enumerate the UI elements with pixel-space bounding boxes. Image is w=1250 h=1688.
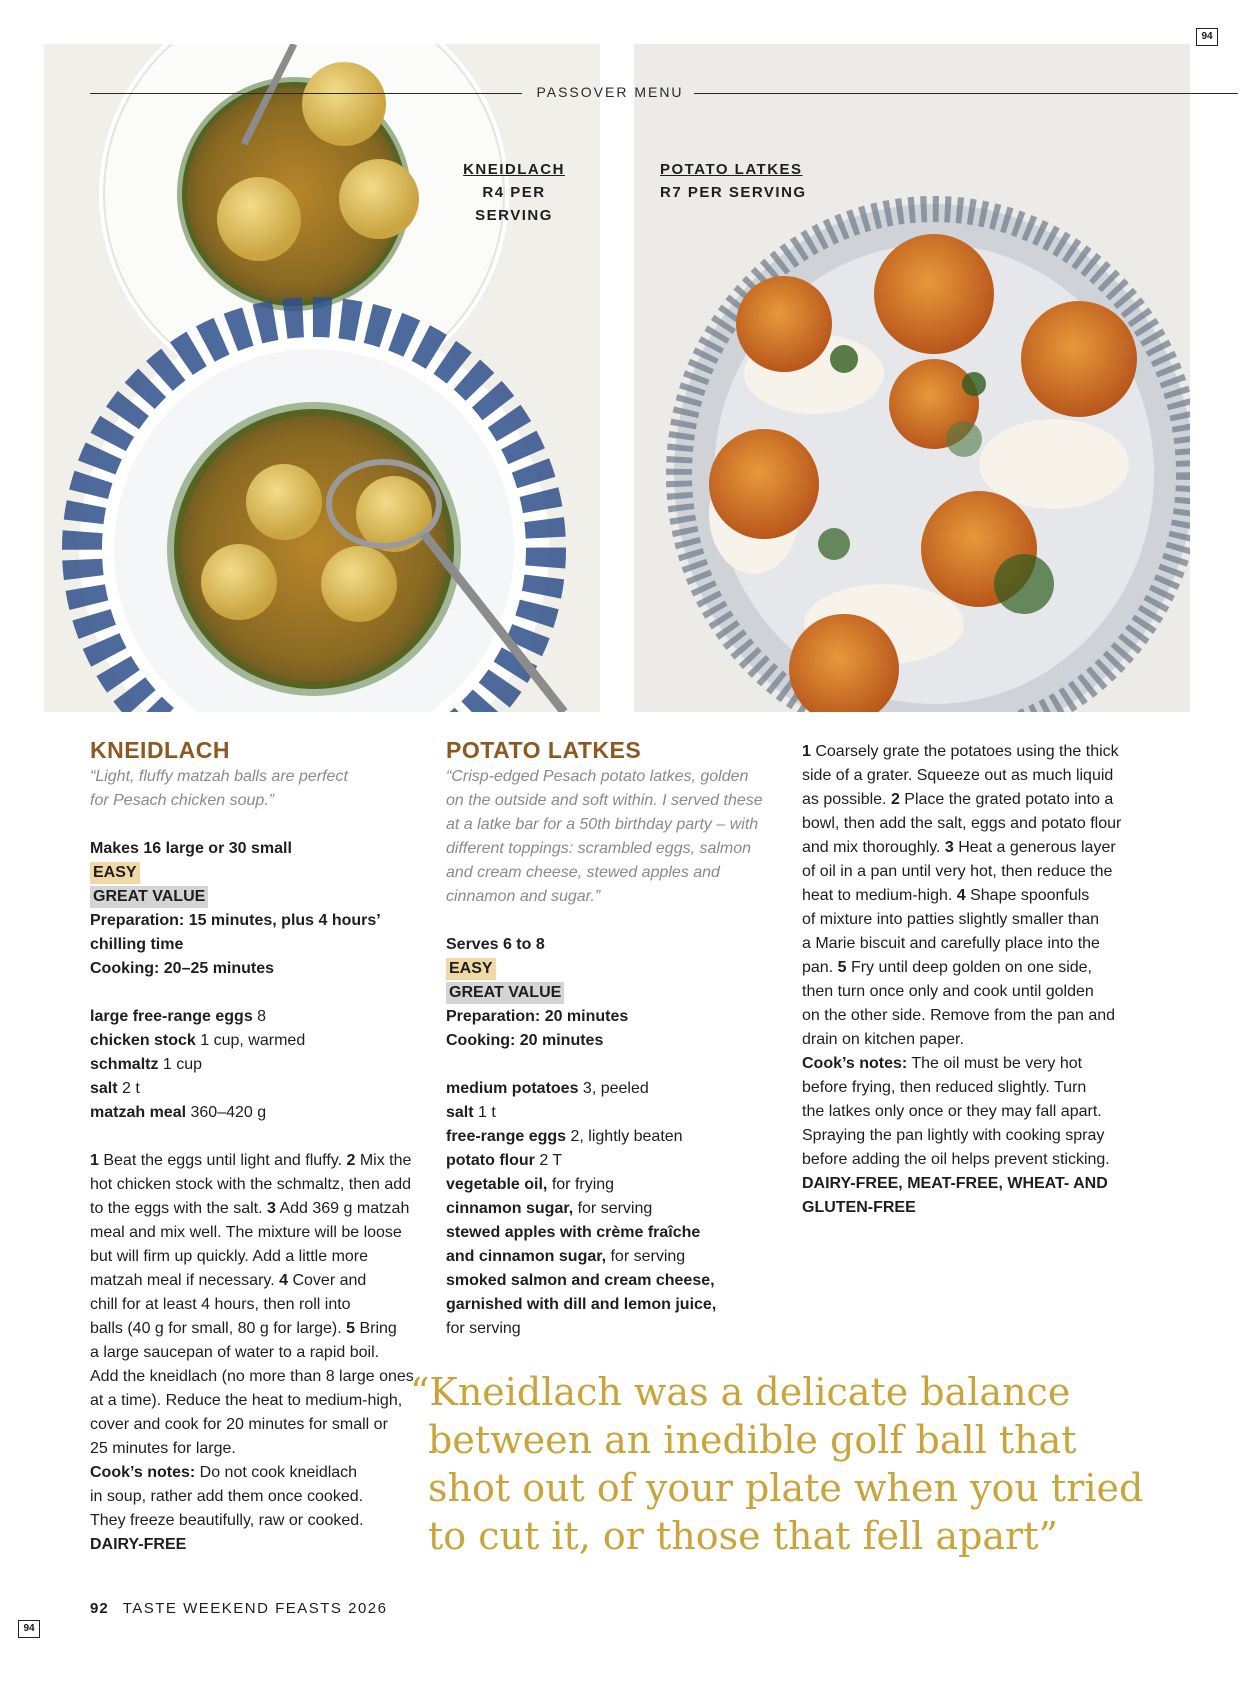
step-number: 3 xyxy=(944,839,954,856)
ingredient-quantity: 8 xyxy=(252,1008,267,1025)
method-text: Cover and xyxy=(288,1272,367,1289)
ingredient-name: salt xyxy=(90,1080,118,1097)
latkes-notes xyxy=(802,1052,1162,1172)
ingredient-name: cinnamon sugar, xyxy=(446,1200,574,1217)
method-line xyxy=(802,884,1162,908)
ingredient-line xyxy=(446,1101,786,1125)
method-text: Add 369 g matzah xyxy=(275,1200,410,1217)
ingredient-name: and cinnamon sugar, xyxy=(446,1248,607,1265)
method-text: balls (40 g for small, 80 g for large). xyxy=(90,1320,347,1337)
ingredient-name: garnished with dill and lemon juice, xyxy=(446,1296,717,1313)
method-line xyxy=(90,1149,430,1173)
ingredient-quantity: for serving xyxy=(606,1248,686,1265)
method-text: cover and cook for 20 minutes for small or xyxy=(90,1416,388,1433)
latkes-label-title: POTATO LATKES xyxy=(660,161,803,178)
quote-line: shot out of your plate when you tried xyxy=(428,1466,1144,1510)
ingredient-line xyxy=(446,1221,786,1245)
ingredient-quantity: 1 cup, warmed xyxy=(195,1032,306,1049)
notes-line: Do not cook kneidlach xyxy=(195,1464,358,1481)
great-value-badge: GREAT VALUE xyxy=(446,982,564,1004)
ingredient-quantity: 1 cup xyxy=(158,1056,203,1073)
method-line xyxy=(90,1365,430,1389)
latkes-title: POTATO LATKES xyxy=(446,737,642,763)
step-number: 1 xyxy=(90,1152,99,1169)
method-text: Fry until deep golden on one side, xyxy=(846,959,1092,976)
diet-line: GLUTEN-FREE xyxy=(802,1199,916,1216)
latkes-method-column xyxy=(802,740,1162,1220)
ingredient-quantity: 3, peeled xyxy=(578,1080,649,1097)
ingredient-name: vegetable oil, xyxy=(446,1176,548,1193)
notes-line: Spraying the pan lightly with cooking spray xyxy=(802,1127,1105,1144)
ingredient-name: potato flour xyxy=(446,1152,535,1169)
section-header: PASSOVER MENU xyxy=(536,84,684,100)
latkes-ingredients xyxy=(446,1077,786,1341)
method-text: bowl, then add the salt, eggs and potato flour xyxy=(802,815,1122,832)
method-text: Coarsely grate the potatoes using the thick xyxy=(810,743,1119,760)
ingredient-quantity: for serving xyxy=(446,1320,521,1337)
page-footer xyxy=(90,1600,387,1617)
page-number-box-top: 94 xyxy=(1196,28,1218,46)
method-line xyxy=(90,1341,430,1365)
method-text: matzah meal if necessary. xyxy=(90,1272,280,1289)
ingredient-line xyxy=(446,1173,786,1197)
latkes-method xyxy=(802,740,1162,1052)
method-line xyxy=(90,1317,430,1341)
method-line xyxy=(802,1004,1162,1028)
ingredient-quantity: 360–420 g xyxy=(186,1104,267,1121)
intro-line: different toppings: scrambled eggs, salmon xyxy=(446,840,752,857)
method-line xyxy=(90,1173,430,1197)
ingredient-quantity: 1 t xyxy=(473,1104,496,1121)
latkes-prep: Preparation: 20 minutes xyxy=(446,1008,629,1025)
method-line xyxy=(802,980,1162,1004)
method-line xyxy=(90,1389,430,1413)
ingredient-quantity: for serving xyxy=(573,1200,653,1217)
diet-line: DAIRY-FREE, MEAT-FREE, WHEAT- AND xyxy=(802,1175,1108,1192)
method-line xyxy=(90,1437,430,1461)
intro-line: cinnamon and sugar.” xyxy=(446,888,601,905)
method-line xyxy=(802,908,1162,932)
great-value-badge: GREAT VALUE xyxy=(90,886,208,908)
ingredient-line xyxy=(446,1317,786,1341)
header-rule-right xyxy=(694,93,1238,94)
method-text: a Marie biscuit and carefully place into the xyxy=(802,935,1100,952)
method-line xyxy=(802,740,1162,764)
ingredient-line xyxy=(90,1101,430,1125)
notes-label: Cook’s notes: xyxy=(802,1055,908,1072)
pull-quote xyxy=(410,1368,1148,1560)
latkes-yield: Serves 6 to 8 xyxy=(446,936,545,953)
method-text: hot chicken stock with the schmaltz, then add xyxy=(90,1176,412,1193)
method-text: at a time). Reduce the heat to medium-high, xyxy=(90,1392,403,1409)
prep-line: chilling time xyxy=(90,936,184,953)
method-text: pan. xyxy=(802,959,838,976)
latkes-recipe xyxy=(446,735,786,1341)
kneidlach-title: KNEIDLACH xyxy=(90,737,230,763)
method-line xyxy=(802,1028,1162,1052)
method-text: side of a grater. Squeeze out as much liquid xyxy=(802,767,1114,784)
kneidlach-label-title: KNEIDLACH xyxy=(463,161,565,178)
method-line xyxy=(802,764,1162,788)
header-rule-left xyxy=(90,93,522,94)
method-text: on the other side. Remove from the pan and xyxy=(802,1007,1116,1024)
method-text: then turn once only and cook until golden xyxy=(802,983,1094,1000)
method-text: drain on kitchen paper. xyxy=(802,1031,964,1048)
ingredient-name: chicken stock xyxy=(90,1032,196,1049)
method-line xyxy=(802,932,1162,956)
notes-line: The oil must be very hot xyxy=(907,1055,1083,1072)
method-text: 25 minutes for large. xyxy=(90,1440,236,1457)
quote-line: between an inedible golf ball that xyxy=(428,1418,1077,1462)
method-text: Place the grated potato into a xyxy=(899,791,1114,808)
ingredient-name: free-range eggs xyxy=(446,1128,567,1145)
method-text: Heat a generous layer xyxy=(953,839,1116,856)
method-text: Mix the xyxy=(355,1152,412,1169)
ingredient-line xyxy=(446,1197,786,1221)
ingredient-quantity: for frying xyxy=(547,1176,615,1193)
page-number: 92 xyxy=(90,1600,109,1617)
method-line xyxy=(802,836,1162,860)
ingredient-line xyxy=(446,1269,786,1293)
quote-line: to cut it, or those that fell apart” xyxy=(428,1514,1058,1558)
method-text: to the eggs with the salt. xyxy=(90,1200,267,1217)
kneidlach-recipe xyxy=(90,735,430,1557)
latkes-label-price: R7 PER SERVING xyxy=(660,184,807,201)
method-line xyxy=(802,812,1162,836)
ingredient-quantity: 2 t xyxy=(117,1080,140,1097)
method-line xyxy=(90,1221,430,1245)
intro-line: at a latke bar for a 50th birthday party – with xyxy=(446,816,759,833)
quote-line: “Kneidlach was a delicate balance xyxy=(410,1370,1071,1414)
intro-line: “Crisp-edged Pesach potato latkes, golden xyxy=(446,768,749,785)
latkes-price-label xyxy=(660,158,807,204)
step-number: 4 xyxy=(279,1272,289,1289)
ingredient-quantity: 2, lightly beaten xyxy=(566,1128,683,1145)
step-number: 4 xyxy=(956,887,966,904)
ingredient-name: large free-range eggs xyxy=(90,1008,253,1025)
step-number: 1 xyxy=(802,743,811,760)
method-line xyxy=(802,788,1162,812)
ingredient-line xyxy=(446,1077,786,1101)
notes-line: the latkes only once or they may fall apart. xyxy=(802,1103,1102,1120)
page-number-box-bottom: 94 xyxy=(18,1620,40,1638)
ingredient-line xyxy=(446,1125,786,1149)
method-text: Add the kneidlach (no more than 8 large ones xyxy=(90,1368,414,1385)
latkes-diet xyxy=(802,1172,1162,1220)
kneidlach-prep xyxy=(90,909,430,957)
kneidlach-intro xyxy=(90,765,430,813)
kneidlach-label-price: R4 PER SERVING xyxy=(475,184,553,224)
ingredient-line xyxy=(446,1245,786,1269)
method-text: Bring xyxy=(355,1320,397,1337)
intro-line: “Light, fluffy matzah balls are perfect xyxy=(90,768,348,785)
intro-line: on the outside and soft within. I served these xyxy=(446,792,763,809)
ingredient-name: stewed apples with crème fraîche xyxy=(446,1224,701,1241)
method-line xyxy=(90,1197,430,1221)
method-line xyxy=(802,860,1162,884)
ingredient-line xyxy=(446,1149,786,1173)
step-number: 5 xyxy=(346,1320,356,1337)
kneidlach-yield: Makes 16 large or 30 small xyxy=(90,840,292,857)
method-line xyxy=(802,956,1162,980)
method-text: of oil in a pan until very hot, then reduce the xyxy=(802,863,1113,880)
method-text: a large saucepan of water to a rapid boil. xyxy=(90,1344,380,1361)
step-number: 2 xyxy=(346,1152,356,1169)
kneidlach-cooking: Cooking: 20–25 minutes xyxy=(90,960,275,977)
notes-line: in soup, rather add them once cooked. xyxy=(90,1488,364,1505)
method-text: chill for at least 4 hours, then roll into xyxy=(90,1296,351,1313)
ingredient-line xyxy=(446,1293,786,1317)
method-line xyxy=(90,1413,430,1437)
method-line xyxy=(90,1245,430,1269)
prep-line: Preparation: 15 minutes, plus 4 hours’ xyxy=(90,912,381,929)
method-text: but will firm up quickly. Add a little more xyxy=(90,1248,369,1265)
publication-name: TASTE WEEKEND FEASTS 2026 xyxy=(122,1600,388,1617)
ingredient-name: medium potatoes xyxy=(446,1080,579,1097)
ingredient-line xyxy=(90,1029,430,1053)
method-text: of mixture into patties slightly smaller than xyxy=(802,911,1100,928)
step-number: 3 xyxy=(267,1200,276,1217)
method-line xyxy=(90,1293,430,1317)
notes-line: before frying, then reduced slightly. Turn xyxy=(802,1079,1087,1096)
step-number: 2 xyxy=(890,791,900,808)
ingredient-line xyxy=(90,1005,430,1029)
ingredient-name: salt xyxy=(446,1104,474,1121)
intro-line: for Pesach chicken soup.” xyxy=(90,792,275,809)
kneidlach-price-label xyxy=(444,158,584,227)
step-number: 5 xyxy=(837,959,847,976)
notes-line: They freeze beautifully, raw or cooked. xyxy=(90,1512,364,1529)
method-text: meal and mix well. The mixture will be loose xyxy=(90,1224,402,1241)
method-line xyxy=(90,1269,430,1293)
easy-badge: EASY xyxy=(446,958,496,980)
ingredient-name: smoked salmon and cream cheese, xyxy=(446,1272,715,1289)
ingredient-line xyxy=(90,1053,430,1077)
ingredient-line xyxy=(90,1077,430,1101)
latkes-intro xyxy=(446,765,786,909)
kneidlach-photo xyxy=(44,44,600,712)
latkes-cooking: Cooking: 20 minutes xyxy=(446,1032,604,1049)
ingredient-quantity: 2 T xyxy=(534,1152,563,1169)
ingredient-name: matzah meal xyxy=(90,1104,187,1121)
notes-label: Cook’s notes: xyxy=(90,1464,196,1481)
ingredient-name: schmaltz xyxy=(90,1056,159,1073)
method-text: as possible. xyxy=(802,791,891,808)
latkes-photo xyxy=(634,44,1190,712)
kneidlach-diet: DAIRY-FREE xyxy=(90,1536,187,1553)
kneidlach-notes xyxy=(90,1461,430,1533)
intro-line: and cream cheese, stewed apples and xyxy=(446,864,720,881)
kneidlach-method xyxy=(90,1149,430,1461)
method-text: and mix thoroughly. xyxy=(802,839,945,856)
easy-badge: EASY xyxy=(90,862,140,884)
notes-line: before adding the oil helps prevent sticking. xyxy=(802,1151,1110,1168)
method-text: heat to medium-high. xyxy=(802,887,957,904)
method-text: Beat the eggs until light and fluffy. xyxy=(98,1152,347,1169)
method-text: Shape spoonfuls xyxy=(965,887,1090,904)
kneidlach-ingredients xyxy=(90,1005,430,1125)
